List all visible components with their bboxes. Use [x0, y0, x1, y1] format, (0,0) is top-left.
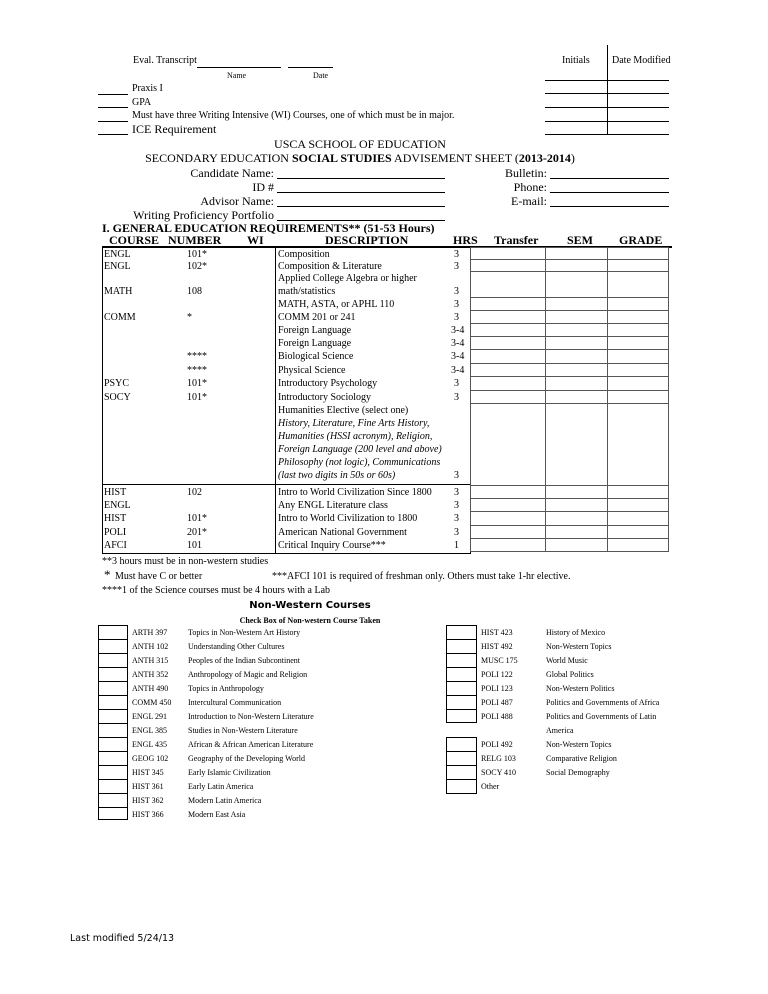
row-course: ENGL [104, 261, 131, 272]
nw-course-code: HIST 492 [481, 642, 513, 651]
checkbox-divider [446, 751, 477, 752]
row-course: HIST [104, 513, 127, 524]
gpa-label: GPA [132, 97, 152, 108]
nw-course-name: Politics and Governments of Latin [546, 712, 657, 721]
nw-course-code-other: Other [481, 782, 500, 791]
advisor-name-field[interactable] [277, 206, 445, 207]
nw-course-code: ARTH 397 [132, 628, 168, 637]
nw-course-code: ENGL 435 [132, 740, 168, 749]
nw-course-name: Global Politics [546, 670, 594, 679]
school-title: USCA SCHOOL OF EDUCATION [274, 137, 446, 151]
gpa-check-line[interactable] [98, 107, 128, 108]
ice-label: ICE Requirement [132, 122, 217, 136]
row-course: MATH [104, 286, 133, 297]
row-desc: Critical Inquiry Course*** [278, 540, 386, 551]
row-course: PSYC [104, 378, 130, 389]
praxis-check-line[interactable] [98, 94, 128, 95]
humanities-line: Foreign Language (200 level and above) [278, 444, 442, 455]
nw-course-code: HIST 361 [132, 782, 164, 791]
initials-row-line [545, 121, 669, 122]
phone-label: Phone: [513, 180, 547, 194]
row-desc: math/statistics [278, 286, 336, 297]
praxis-label: Praxis I [132, 83, 163, 94]
nw-course-code: POLI 122 [481, 670, 513, 679]
col-grade: GRADE [619, 233, 663, 247]
nw-course-name: Non-Western Topics [546, 740, 612, 749]
eval-name-line[interactable] [197, 67, 281, 68]
row-number: 101* [187, 392, 207, 403]
col-course: COURSE [109, 233, 160, 247]
checkbox-divider [446, 639, 477, 640]
humanities-title: Humanities Elective (select one) [278, 405, 409, 416]
row-hrs: 3 [454, 378, 459, 389]
nw-course-code: POLI 123 [481, 684, 513, 693]
nw-course-code: POLI 488 [481, 712, 513, 721]
row-hrs: 3-4 [451, 365, 465, 376]
checkbox-divider [98, 765, 128, 766]
row-number: 101* [187, 249, 207, 260]
row-hrs: 3-4 [451, 351, 465, 362]
row-number: 101* [187, 378, 207, 389]
nw-course-name: Non-Western Politics [546, 684, 615, 693]
nw-course-code: POLI 487 [481, 698, 513, 707]
note-afci: ***AFCI 101 is required of freshman only. Others must take 1-hr elective. [272, 571, 571, 582]
nw-course-name: Studies in Non-Western Literature [188, 726, 298, 735]
nonwestern-subtitle: Check Box of Non-western Course Taken [239, 616, 381, 625]
nw-course-code: RELG 103 [481, 754, 516, 763]
row-hrs: 3-4 [451, 325, 465, 336]
checkbox-divider [98, 807, 128, 808]
row-desc: COMM 201 or 241 [278, 312, 356, 323]
row-course: HIST [104, 487, 127, 498]
col-transfer: Transfer [494, 233, 539, 247]
row-course: COMM [104, 312, 136, 323]
row-desc: Physical Science [278, 365, 346, 376]
nw-course-code: ANTH 490 [132, 684, 169, 693]
row-desc: Composition & Literature [278, 261, 382, 272]
row-desc-line1: Applied College Algebra or higher [278, 273, 417, 284]
row-number: 201* [187, 527, 207, 538]
nw-course-name: Comparative Religion [546, 754, 617, 763]
checkbox-divider [98, 751, 128, 752]
row-hrs: 3 [454, 500, 459, 511]
checkbox-divider [446, 779, 477, 780]
row-number: 108 [187, 286, 202, 297]
nw-course-name: Understanding Other Cultures [188, 642, 285, 651]
nw-course-name: Non-Western Topics [546, 642, 612, 651]
nw-course-name: African & African American Literature [188, 740, 314, 749]
nw-course-code: HIST 366 [132, 810, 164, 819]
note-science-lab: ****1 of the Science courses must be 4 hours with a Lab [102, 585, 331, 596]
checkbox-divider [98, 695, 128, 696]
humanities-line: History, Literature, Fine Arts History, [278, 418, 430, 429]
portfolio-label: Writing Proficiency Portfolio [133, 208, 274, 222]
row-number: 102* [187, 261, 207, 272]
row-number: * [187, 312, 192, 323]
table-desc-border [275, 247, 276, 554]
initials-row-line [545, 80, 669, 81]
note-star: * [104, 567, 111, 582]
nw-course-code: POLI 492 [481, 740, 513, 749]
row-course: POLI [104, 527, 127, 538]
humanities-line: (last two digits in 50s or 60s) [278, 470, 396, 481]
checkbox-divider [98, 723, 128, 724]
id-label: ID # [252, 180, 274, 194]
bulletin-label: Bulletin: [505, 166, 547, 180]
eval-date-line[interactable] [288, 67, 333, 68]
checkbox-divider [446, 765, 477, 766]
row-hrs: 3 [454, 261, 459, 272]
row-hrs: 3-4 [451, 338, 465, 349]
row-desc: Biological Science [278, 351, 354, 362]
nw-course-code: ANTH 352 [132, 670, 169, 679]
row-desc: Foreign Language [278, 325, 352, 336]
nw-course-name: Anthropology of Magic and Religion [188, 670, 308, 679]
name-caption: Name [227, 71, 247, 80]
humanities-line: Philosophy (not logic), Communications [278, 457, 441, 468]
checkbox-divider [98, 779, 128, 780]
email-label: E-mail: [511, 194, 547, 208]
nw-course-name: Social Demography [546, 768, 610, 777]
nw-course-name: Early Latin America [188, 782, 254, 791]
grade-grid-top[interactable] [470, 247, 669, 552]
nw-course-code: ANTH 315 [132, 656, 169, 665]
section-title: I. GENERAL EDUCATION REQUIREMENTS** (51-53 Hours) [102, 221, 435, 235]
checkbox-divider [446, 709, 477, 710]
nw-course-code: HIST 423 [481, 628, 513, 637]
row-number: 101 [187, 540, 202, 551]
initials-header: Initials [562, 55, 590, 66]
row-desc: Foreign Language [278, 338, 352, 349]
nw-course-code: ANTH 102 [132, 642, 169, 651]
row-desc: MATH, ASTA, or APHL 110 [278, 299, 395, 310]
checkbox-divider [446, 681, 477, 682]
checkbox-divider [98, 737, 128, 738]
nw-course-name: Geography of the Developing World [188, 754, 305, 763]
row-course: ENGL [104, 500, 131, 511]
row-number: 101* [187, 513, 207, 524]
nw-course-name: Topics in Anthropology [188, 684, 264, 693]
initials-row-line [545, 134, 669, 135]
email-field[interactable] [550, 206, 669, 207]
candidate-name-field[interactable] [277, 178, 445, 179]
last-modified: Last modified 5/24/13 [70, 933, 175, 944]
row-desc: Introductory Sociology [278, 392, 372, 403]
row-desc: Any ENGL Literature class [278, 500, 388, 511]
col-hrs: HRS [453, 233, 478, 247]
date-modified-header: Date Modified [612, 55, 671, 66]
humanities-rule [102, 484, 470, 485]
nw-course-name: Modern East Asia [188, 810, 246, 819]
checkbox-divider [98, 793, 128, 794]
row-hrs: 3 [454, 487, 459, 498]
initials-row-line [545, 107, 669, 108]
row-hrs: 3 [454, 527, 459, 538]
nw-course-code: GEOG 102 [132, 754, 169, 763]
row-desc: Introductory Psychology [278, 378, 378, 389]
table-bottom-rule [102, 553, 470, 554]
date-caption: Date [313, 71, 329, 80]
nw-course-name: Politics and Governments of Africa [546, 698, 660, 707]
row-course: SOCY [104, 392, 131, 403]
row-hrs: 3 [454, 299, 459, 310]
row-hrs: 3 [454, 513, 459, 524]
note-c-or-better: Must have C or better [115, 571, 203, 582]
bulletin-field[interactable] [550, 178, 669, 179]
col-description: DESCRIPTION [325, 233, 409, 247]
row-hrs: 3 [454, 312, 459, 323]
nw-course-code: COMM 450 [132, 698, 172, 707]
note-non-western: **3 hours must be in non-western studies [102, 556, 269, 567]
table-left-border [102, 247, 103, 554]
sheet-title: SECONDARY EDUCATION SOCIAL STUDIES ADVISEMENT SHEET (2013-2014) [145, 151, 575, 165]
nw-course-name-cont: America [546, 726, 574, 735]
phone-field[interactable] [550, 192, 669, 193]
checkbox-divider [98, 681, 128, 682]
nw-course-name: Introduction to Non-Western Literature [188, 712, 314, 721]
row-course: AFCI [104, 540, 127, 551]
checkbox-divider [98, 667, 128, 668]
humanities-line: Humanities (HSSI acronym), Religion, [278, 431, 433, 442]
checkbox-divider [446, 667, 477, 668]
col-wi: WI [247, 233, 264, 247]
checkbox-divider [446, 653, 477, 654]
checkbox-divider [98, 639, 128, 640]
checkbox-divider [98, 709, 128, 710]
row-desc: Intro to World Civilization Since 1800 [278, 487, 432, 498]
row-desc: Composition [278, 249, 330, 260]
row-hrs: 3 [454, 286, 459, 297]
wi-requirement-label: Must have three Writing Intensive (WI) Courses, one of which must be in major. [132, 110, 455, 121]
nw-course-name: Intercultural Communication [188, 698, 282, 707]
row-course: ENGL [104, 249, 131, 260]
row-hrs: 3 [454, 249, 459, 260]
row-hrs: 3 [454, 392, 459, 403]
nw-course-name: World Music [546, 656, 588, 665]
humanities-hrs: 3 [454, 470, 459, 481]
col-sem: SEM [567, 233, 594, 247]
nw-course-code: ENGL 385 [132, 726, 168, 735]
checkbox-divider [98, 653, 128, 654]
nw-course-code: HIST 345 [132, 768, 164, 777]
nw-course-code: ENGL 291 [132, 712, 168, 721]
nw-course-code: SOCY 410 [481, 768, 517, 777]
nonwestern-title: Non-Western Courses [249, 600, 371, 611]
row-number: **** [187, 351, 207, 362]
checkbox-divider [446, 695, 477, 696]
initials-row-line [545, 93, 669, 94]
advisor-name-label: Advisor Name: [200, 194, 274, 208]
nw-course-name: Topics in Non-Western Art History [188, 628, 301, 637]
id-field[interactable] [277, 192, 445, 193]
nw-course-name: Modern Latin America [188, 796, 262, 805]
row-hrs: 1 [454, 540, 459, 551]
nw-course-code: HIST 362 [132, 796, 164, 805]
nw-course-name: History of Mexico [546, 628, 606, 637]
wi-check-line[interactable] [98, 121, 128, 122]
nw-course-code: MUSC 175 [481, 656, 518, 665]
eval-transcript-label: Eval. Transcript [133, 55, 197, 66]
nw-course-name: Early Islamic Civilization [188, 768, 271, 777]
row-number: 102 [187, 487, 202, 498]
candidate-name-label: Candidate Name: [190, 166, 274, 180]
row-desc: Intro to World Civilization to 1800 [278, 513, 418, 524]
nw-course-name: Peoples of the Indian Subcontinent [188, 656, 300, 665]
row-desc: American National Government [278, 527, 407, 538]
row-number: **** [187, 365, 207, 376]
ice-check-line[interactable] [98, 134, 128, 135]
col-number: NUMBER [168, 233, 222, 247]
